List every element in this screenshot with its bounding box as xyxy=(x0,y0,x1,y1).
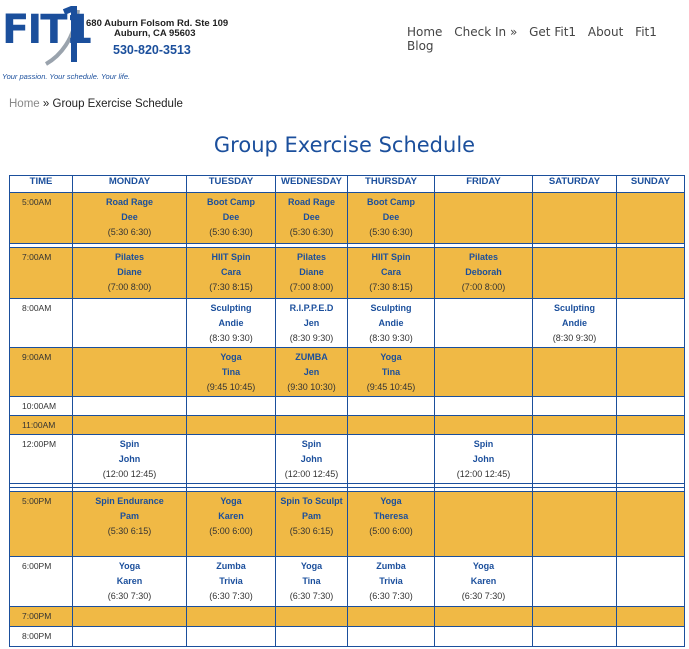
empty-cell xyxy=(533,492,617,557)
table-row xyxy=(10,397,685,416)
time-cell: 11:00AM xyxy=(10,416,73,435)
breadcrumb-current: Group Exercise Schedule xyxy=(52,98,183,110)
class-time: (6:30 7:30) xyxy=(289,591,334,601)
class-cell[interactable] xyxy=(276,348,348,397)
empty-cell xyxy=(73,627,187,647)
instructor-name: John xyxy=(118,454,141,464)
phone-number[interactable]: 530-820-3513 xyxy=(113,43,191,57)
time-cell: 5:00AM xyxy=(10,193,73,244)
class-time: (7:30 8:15) xyxy=(369,282,413,292)
class-entry xyxy=(348,492,434,539)
header-time: TIME xyxy=(10,176,73,193)
header-tuesday: TUESDAY xyxy=(187,176,276,193)
class-name: Yoga xyxy=(300,561,323,571)
class-time: (8:30 9:30) xyxy=(209,333,253,343)
class-cell[interactable] xyxy=(276,435,348,484)
class-entry xyxy=(276,193,347,240)
empty-cell xyxy=(533,416,617,435)
class-name: Sculpting xyxy=(370,303,412,313)
time-cell: 7:00AM xyxy=(10,248,73,299)
breadcrumb-sep: » xyxy=(42,98,50,110)
time-cell: 9:00AM xyxy=(10,348,73,397)
instructor-name: Dee xyxy=(303,212,320,222)
class-cell[interactable] xyxy=(435,435,533,484)
class-entry xyxy=(187,557,275,604)
class-cell[interactable] xyxy=(348,557,435,607)
empty-cell xyxy=(617,299,685,348)
class-cell[interactable] xyxy=(187,492,276,557)
empty-cell xyxy=(187,627,276,647)
time-cell: 12:00PM xyxy=(10,435,73,484)
empty-cell xyxy=(617,416,685,435)
header-wednesday: WEDNESDAY xyxy=(276,176,348,193)
empty-cell xyxy=(617,627,685,647)
class-time: (5:30 6:30) xyxy=(369,227,413,237)
class-entry xyxy=(73,557,186,604)
instructor-name: Tina xyxy=(221,367,241,377)
class-name: Yoga xyxy=(118,561,141,571)
class-name: Zumba xyxy=(216,561,246,571)
table-row xyxy=(10,193,685,244)
class-name: R.I.P.P.E.D xyxy=(289,303,334,313)
class-entry xyxy=(187,299,275,346)
empty-cell xyxy=(617,435,685,484)
empty-cell xyxy=(73,416,187,435)
class-name: Boot Camp xyxy=(207,197,255,207)
class-time: (9:45 10:45) xyxy=(206,382,256,392)
logo-text: FIT1 xyxy=(2,7,92,53)
class-cell[interactable] xyxy=(73,248,187,299)
empty-cell xyxy=(187,607,276,627)
class-name: Sculpting xyxy=(554,303,595,313)
instructor-name: Dee xyxy=(222,212,240,222)
instructor-name: Jen xyxy=(303,318,320,328)
empty-cell xyxy=(617,492,685,557)
class-cell[interactable] xyxy=(348,492,435,557)
empty-cell xyxy=(533,397,617,416)
empty-cell xyxy=(348,397,435,416)
class-entry xyxy=(276,557,347,604)
instructor-name: Deborah xyxy=(465,267,502,277)
class-name: Pilates xyxy=(114,252,145,262)
header-thursday: THURSDAY xyxy=(348,176,435,193)
class-time: (5:30 6:30) xyxy=(107,227,152,237)
class-time: (6:30 7:30) xyxy=(209,591,253,601)
class-name: Spin xyxy=(473,439,494,449)
empty-cell xyxy=(348,435,435,484)
class-cell[interactable] xyxy=(73,492,187,557)
class-name: Yoga xyxy=(380,352,402,362)
class-time: (7:00 8:00) xyxy=(107,282,152,292)
empty-cell xyxy=(533,193,617,244)
instructor-name: Karen xyxy=(116,576,143,586)
class-cell[interactable] xyxy=(187,557,276,607)
class-entry xyxy=(276,348,347,395)
tagline: Your passion. Your schedule. Your life. xyxy=(2,72,131,81)
class-cell[interactable] xyxy=(187,348,276,397)
empty-cell xyxy=(73,299,187,348)
empty-cell xyxy=(617,607,685,627)
class-time: (6:30 7:30) xyxy=(461,591,506,601)
empty-cell xyxy=(435,416,533,435)
class-name: Yoga xyxy=(472,561,495,571)
instructor-name: Tina xyxy=(302,576,321,586)
class-cell[interactable] xyxy=(533,299,617,348)
nav-get-fit1[interactable]: Get Fit1 xyxy=(529,25,577,39)
instructor-name: Dee xyxy=(382,212,400,222)
schedule-header-row xyxy=(10,176,685,193)
instructor-name: Andie xyxy=(378,318,404,328)
class-name: Road Rage xyxy=(105,197,153,207)
empty-cell xyxy=(435,627,533,647)
class-name: HIIT Spin xyxy=(371,252,411,262)
main-nav xyxy=(407,25,689,53)
class-time: (8:30 9:30) xyxy=(552,333,597,343)
empty-cell xyxy=(617,557,685,607)
instructor-name: Pam xyxy=(301,511,321,521)
empty-cell xyxy=(276,397,348,416)
class-cell[interactable] xyxy=(73,435,187,484)
breadcrumb-home[interactable]: Home xyxy=(9,98,40,110)
table-row xyxy=(10,492,685,557)
class-name: Sculpting xyxy=(210,303,252,313)
class-time: (5:30 6:15) xyxy=(289,526,334,536)
class-entry xyxy=(348,299,434,346)
class-entry xyxy=(276,248,347,295)
empty-cell xyxy=(617,397,685,416)
class-cell[interactable] xyxy=(276,492,348,557)
schedule-body xyxy=(10,193,685,647)
class-cell[interactable] xyxy=(187,299,276,348)
instructor-name: Dee xyxy=(121,212,138,222)
instructor-name: Andie xyxy=(218,318,244,328)
class-entry xyxy=(348,348,434,395)
class-name: Pilates xyxy=(296,252,327,262)
class-entry xyxy=(533,299,616,346)
empty-cell xyxy=(348,627,435,647)
class-name: Pilates xyxy=(468,252,499,262)
nav-fit1-blog[interactable]: Fit1 Blog xyxy=(407,25,657,53)
empty-cell xyxy=(276,627,348,647)
class-name: Spin Endurance xyxy=(95,496,164,506)
table-row xyxy=(10,299,685,348)
nav-home[interactable]: Home xyxy=(407,25,443,39)
page-title: Group Exercise Schedule xyxy=(213,133,476,157)
class-entry xyxy=(276,435,347,482)
empty-cell xyxy=(435,348,533,397)
instructor-name: Trivia xyxy=(219,576,243,586)
class-time: (8:30 9:30) xyxy=(369,333,413,343)
empty-cell xyxy=(533,557,617,607)
class-time: (5:30 6:15) xyxy=(107,526,152,536)
class-entry xyxy=(276,492,347,539)
class-time: (6:30 7:30) xyxy=(107,591,152,601)
table-row xyxy=(10,416,685,435)
table-row xyxy=(10,607,685,627)
empty-cell xyxy=(187,397,276,416)
nav-check-in[interactable]: Check In » xyxy=(454,25,518,39)
instructor-name: Jen xyxy=(303,367,320,377)
class-time: (6:30 7:30) xyxy=(369,591,413,601)
class-entry xyxy=(73,248,186,295)
empty-cell xyxy=(435,492,533,557)
class-name: Yoga xyxy=(220,352,242,362)
instructor-name: Diane xyxy=(117,267,142,277)
breadcrumb xyxy=(9,98,183,110)
class-time: (12:00 12:45) xyxy=(456,469,511,479)
class-time: (12:00 12:45) xyxy=(284,469,339,479)
class-entry xyxy=(187,348,275,395)
empty-cell xyxy=(617,193,685,244)
time-cell: 10:00AM xyxy=(10,397,73,416)
table-row xyxy=(10,348,685,397)
time-cell: 5:00PM xyxy=(10,492,73,557)
class-cell[interactable] xyxy=(73,193,187,244)
class-name: Road Rage xyxy=(287,197,335,207)
class-name: Spin To Sculpt xyxy=(280,496,343,506)
time-cell: 6:00PM xyxy=(10,557,73,607)
header-friday: FRIDAY xyxy=(435,176,533,193)
instructor-name: Tina xyxy=(381,367,401,377)
class-cell[interactable] xyxy=(73,557,187,607)
header-sunday: SUNDAY xyxy=(617,176,685,193)
empty-cell xyxy=(435,397,533,416)
class-cell[interactable] xyxy=(435,248,533,299)
empty-cell xyxy=(435,193,533,244)
empty-cell xyxy=(276,607,348,627)
time-cell: 7:00PM xyxy=(10,607,73,627)
class-cell[interactable] xyxy=(276,248,348,299)
schedule-table xyxy=(9,175,685,647)
empty-cell xyxy=(533,627,617,647)
time-cell: 8:00AM xyxy=(10,299,73,348)
address-line1: 680 Auburn Folsom Rd. Ste 109 xyxy=(86,18,229,29)
class-entry xyxy=(276,299,347,346)
empty-cell xyxy=(73,397,187,416)
header-saturday: SATURDAY xyxy=(533,176,617,193)
class-entry xyxy=(435,248,532,295)
class-time: (9:45 10:45) xyxy=(366,382,416,392)
empty-cell xyxy=(348,607,435,627)
instructor-name: Trivia xyxy=(379,576,403,586)
class-cell[interactable] xyxy=(276,557,348,607)
fit1-logo[interactable] xyxy=(0,4,92,74)
class-cell[interactable] xyxy=(187,193,276,244)
class-name: Yoga xyxy=(380,496,402,506)
class-time: (12:00 12:45) xyxy=(102,469,157,479)
instructor-name: John xyxy=(472,454,495,464)
class-cell[interactable] xyxy=(348,348,435,397)
class-entry xyxy=(73,193,186,240)
empty-cell xyxy=(533,248,617,299)
class-cell[interactable] xyxy=(348,193,435,244)
instructor-name: Karen xyxy=(218,511,244,521)
class-cell[interactable] xyxy=(348,248,435,299)
class-time: (5:00 6:00) xyxy=(209,526,253,536)
class-entry xyxy=(187,492,275,539)
empty-cell xyxy=(533,435,617,484)
time-cell: 8:00PM xyxy=(10,627,73,647)
instructor-name: Karen xyxy=(470,576,497,586)
class-name: Spin xyxy=(301,439,322,449)
class-time: (7:00 8:00) xyxy=(461,282,506,292)
instructor-name: Theresa xyxy=(373,511,409,521)
class-time: (7:30 8:15) xyxy=(209,282,253,292)
header-monday: MONDAY xyxy=(73,176,187,193)
class-time: (5:30 6:30) xyxy=(209,227,253,237)
class-entry xyxy=(187,248,275,295)
class-cell[interactable] xyxy=(187,248,276,299)
class-name: HIIT Spin xyxy=(211,252,251,262)
class-name: Yoga xyxy=(220,496,242,506)
class-time: (5:30 6:30) xyxy=(289,227,334,237)
class-cell[interactable] xyxy=(276,299,348,348)
empty-cell xyxy=(348,416,435,435)
table-row xyxy=(10,248,685,299)
instructor-name: Diane xyxy=(299,267,324,277)
instructor-name: Pam xyxy=(119,511,139,521)
address xyxy=(86,19,228,39)
class-name: Zumba xyxy=(376,561,406,571)
class-time: (5:00 6:00) xyxy=(369,526,413,536)
class-entry xyxy=(348,248,434,295)
class-cell[interactable] xyxy=(348,299,435,348)
empty-cell xyxy=(276,416,348,435)
empty-cell xyxy=(187,435,276,484)
class-entry xyxy=(435,435,532,482)
instructor-name: Cara xyxy=(220,267,241,277)
class-entry xyxy=(435,557,532,604)
table-row xyxy=(10,557,685,607)
class-entry xyxy=(73,492,186,539)
class-name: Boot Camp xyxy=(367,197,415,207)
class-entry xyxy=(348,193,434,240)
instructor-name: John xyxy=(300,454,323,464)
table-row xyxy=(10,435,685,484)
class-cell[interactable] xyxy=(435,557,533,607)
empty-cell xyxy=(533,348,617,397)
class-cell[interactable] xyxy=(276,193,348,244)
address-line2: Auburn, CA 95603 xyxy=(114,28,196,39)
empty-cell xyxy=(435,299,533,348)
nav-about[interactable]: About xyxy=(587,25,624,39)
empty-cell xyxy=(617,348,685,397)
empty-cell xyxy=(73,348,187,397)
class-name: ZUMBA xyxy=(295,352,328,362)
empty-cell xyxy=(533,607,617,627)
class-entry xyxy=(73,435,186,482)
site-header xyxy=(0,0,689,90)
table-row xyxy=(10,627,685,647)
class-entry xyxy=(348,557,434,604)
empty-cell xyxy=(617,248,685,299)
class-entry xyxy=(187,193,275,240)
instructor-name: Andie xyxy=(561,318,587,328)
class-time: (8:30 9:30) xyxy=(289,333,334,343)
instructor-name: Cara xyxy=(380,267,401,277)
empty-cell xyxy=(187,416,276,435)
class-time: (7:00 8:00) xyxy=(289,282,334,292)
empty-cell xyxy=(435,607,533,627)
class-name: Spin xyxy=(119,439,140,449)
class-time: (9:30 10:30) xyxy=(287,382,336,392)
empty-cell xyxy=(73,607,187,627)
